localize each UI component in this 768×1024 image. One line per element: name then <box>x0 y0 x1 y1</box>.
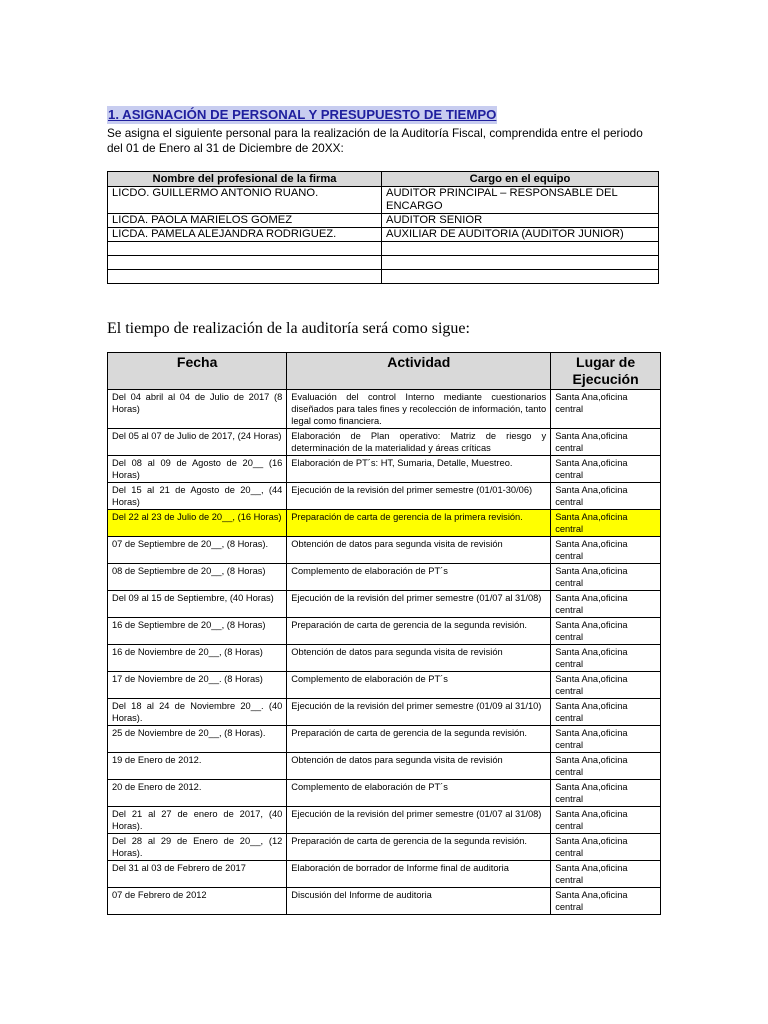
staff-name-cell: LICDA. PAOLA MARIELOS GOMEZ <box>108 214 382 228</box>
fecha-cell: Del 15 al 21 de Agosto de 20__, (44 Horas) <box>108 483 287 510</box>
staff-name-cell: LICDO. GUILLERMO ANTONIO RUANO. <box>108 187 382 214</box>
staff-table <box>107 171 659 284</box>
actividad-cell: Discusión del Informe de auditoria <box>287 888 551 915</box>
actividad-cell: Elaboración de Plan operativo: Matriz de riesgo y determinación de la materialidad y áreas críticas <box>287 429 551 456</box>
staff-role-cell: AUDITOR PRINCIPAL – RESPONSABLE DEL ENCARGO <box>382 187 659 214</box>
lugar-cell: Santa Ana,oficina central <box>551 807 661 834</box>
fecha-cell: Del 21 al 27 de enero de 2017, (40 Horas). <box>108 807 287 834</box>
staff-table-body <box>108 187 659 284</box>
actividad-cell: Obtención de datos para segunda visita de revisión <box>287 753 551 780</box>
fecha-cell: Del 28 al 29 de Enero de 20__, (12 Horas). <box>108 834 287 861</box>
lugar-cell: Santa Ana,oficina central <box>551 510 661 537</box>
lugar-cell: Santa Ana,oficina central <box>551 591 661 618</box>
table-row <box>108 618 661 645</box>
table-row <box>108 726 661 753</box>
fecha-cell: Del 04 abril al 04 de Julio de 2017 (8 Horas) <box>108 390 287 429</box>
lugar-cell: Santa Ana,oficina central <box>551 780 661 807</box>
table-row <box>108 564 661 591</box>
actividad-cell: Elaboración de PT´s: HT, Sumaria, Detalle, Muestreo. <box>287 456 551 483</box>
staff-role-cell <box>382 256 659 270</box>
fecha-cell: 19 de Enero de 2012. <box>108 753 287 780</box>
fecha-cell: 07 de Febrero de 2012 <box>108 888 287 915</box>
actividad-cell: Preparación de carta de gerencia de la primera revisión. <box>287 510 551 537</box>
table-row <box>108 888 661 915</box>
actividad-cell: Complemento de elaboración de PT´s <box>287 672 551 699</box>
staff-role-cell: AUXILIAR DE AUDITORIA (AUDITOR JUNIOR) <box>382 228 659 242</box>
staff-name-cell <box>108 256 382 270</box>
table-row <box>108 537 661 564</box>
fecha-cell: Del 31 al 03 de Febrero de 2017 <box>108 861 287 888</box>
table-row <box>108 456 661 483</box>
table-row <box>108 861 661 888</box>
staff-name-cell <box>108 270 382 284</box>
lugar-cell: Santa Ana,oficina central <box>551 483 661 510</box>
table-row <box>108 780 661 807</box>
actividad-cell: Elaboración de borrador de Informe final de auditoria <box>287 861 551 888</box>
table-row <box>108 645 661 672</box>
schedule-heading: El tiempo de realización de la auditoría será como sigue: <box>107 320 470 337</box>
lugar-cell: Santa Ana,oficina central <box>551 390 661 429</box>
column-header-fecha: Fecha <box>108 353 287 390</box>
table-row <box>108 807 661 834</box>
lugar-cell: Santa Ana,oficina central <box>551 834 661 861</box>
actividad-cell: Ejecución de la revisión del primer semestre (01/09 al 31/10) <box>287 699 551 726</box>
table-row <box>108 834 661 861</box>
lugar-cell: Santa Ana,oficina central <box>551 699 661 726</box>
actividad-cell: Evaluación del control Interno mediante cuestionarios diseñados para tales fines y recolección de información, tanto legal como financiera. <box>287 390 551 429</box>
table-row <box>108 699 661 726</box>
table-row <box>108 270 659 284</box>
lugar-cell: Santa Ana,oficina central <box>551 537 661 564</box>
fecha-cell: 20 de Enero de 2012. <box>108 780 287 807</box>
lugar-cell: Santa Ana,oficina central <box>551 753 661 780</box>
actividad-cell: Obtención de datos para segunda visita de revisión <box>287 645 551 672</box>
fecha-cell: Del 05 al 07 de Julio de 2017, (24 Horas) <box>108 429 287 456</box>
staff-name-cell: LICDA. PAMELA ALEJANDRA RODRIGUEZ. <box>108 228 382 242</box>
staff-name-cell <box>108 242 382 256</box>
actividad-cell: Complemento de elaboración de PT´s <box>287 564 551 591</box>
actividad-cell: Preparación de carta de gerencia de la segunda revisión. <box>287 834 551 861</box>
lugar-cell: Santa Ana,oficina central <box>551 672 661 699</box>
table-row <box>108 591 661 618</box>
fecha-cell: Del 09 al 15 de Septiembre, (40 Horas) <box>108 591 287 618</box>
lugar-cell: Santa Ana,oficina central <box>551 618 661 645</box>
table-row <box>108 429 661 456</box>
actividad-cell: Ejecución de la revisión del primer semestre (01/01-30/06) <box>287 483 551 510</box>
table-row <box>108 256 659 270</box>
column-header-actividad: Actividad <box>287 353 551 390</box>
table-row <box>108 672 661 699</box>
column-header-lugar: Lugar de Ejecución <box>551 353 661 390</box>
table-row <box>108 242 659 256</box>
staff-table-header <box>108 172 659 187</box>
intro-paragraph: Se asigna el siguiente personal para la realización de la Auditoría Fiscal, comprendida entre el periodo del 01 de Enero al 31 de Diciembre de 20XX: <box>107 126 643 155</box>
actividad-cell: Complemento de elaboración de PT´s <box>287 780 551 807</box>
lugar-cell: Santa Ana,oficina central <box>551 456 661 483</box>
staff-role-cell <box>382 242 659 256</box>
table-row <box>108 187 659 214</box>
fecha-cell: 25 de Noviembre de 20__, (8 Horas). <box>108 726 287 753</box>
actividad-cell: Preparación de carta de gerencia de la segunda revisión. <box>287 618 551 645</box>
schedule-table-body <box>108 390 661 915</box>
staff-role-cell: AUDITOR SENIOR <box>382 214 659 228</box>
actividad-cell: Obtención de datos para segunda visita de revisión <box>287 537 551 564</box>
fecha-cell: Del 22 al 23 de Julio de 20__, (16 Horas) <box>108 510 287 537</box>
column-header-name: Nombre del profesional de la firma <box>108 172 382 187</box>
table-row <box>108 483 661 510</box>
schedule-table <box>107 352 661 915</box>
fecha-cell: Del 18 al 24 de Noviembre 20__. (40 Horas). <box>108 699 287 726</box>
table-row <box>108 510 661 537</box>
fecha-cell: 08 de Septiembre de 20__, (8 Horas) <box>108 564 287 591</box>
lugar-cell: Santa Ana,oficina central <box>551 888 661 915</box>
table-row <box>108 753 661 780</box>
lugar-cell: Santa Ana,oficina central <box>551 861 661 888</box>
fecha-cell: 16 de Septiembre de 20__, (8 Horas) <box>108 618 287 645</box>
fecha-cell: 07 de Septiembre de 20__, (8 Horas). <box>108 537 287 564</box>
fecha-cell: Del 08 al 09 de Agosto de 20__ (16 Horas) <box>108 456 287 483</box>
table-row <box>108 214 659 228</box>
lugar-cell: Santa Ana,oficina central <box>551 645 661 672</box>
schedule-table-header <box>108 353 661 390</box>
actividad-cell: Ejecución de la revisión del primer semestre (01/07 al 31/08) <box>287 807 551 834</box>
fecha-cell: 16 de Noviembre de 20__, (8 Horas) <box>108 645 287 672</box>
table-row <box>108 228 659 242</box>
staff-role-cell <box>382 270 659 284</box>
actividad-cell: Preparación de carta de gerencia de la segunda revisión. <box>287 726 551 753</box>
section-heading: 1. ASIGNACIÓN DE PERSONAL Y PRESUPUESTO DE TIEMPO <box>108 107 497 122</box>
actividad-cell: Ejecución de la revisión del primer semestre (01/07 al 31/08) <box>287 591 551 618</box>
lugar-cell: Santa Ana,oficina central <box>551 429 661 456</box>
table-row <box>108 390 661 429</box>
lugar-cell: Santa Ana,oficina central <box>551 726 661 753</box>
fecha-cell: 17 de Noviembre de 20__. (8 Horas) <box>108 672 287 699</box>
column-header-role: Cargo en el equipo <box>382 172 659 187</box>
lugar-cell: Santa Ana,oficina central <box>551 564 661 591</box>
